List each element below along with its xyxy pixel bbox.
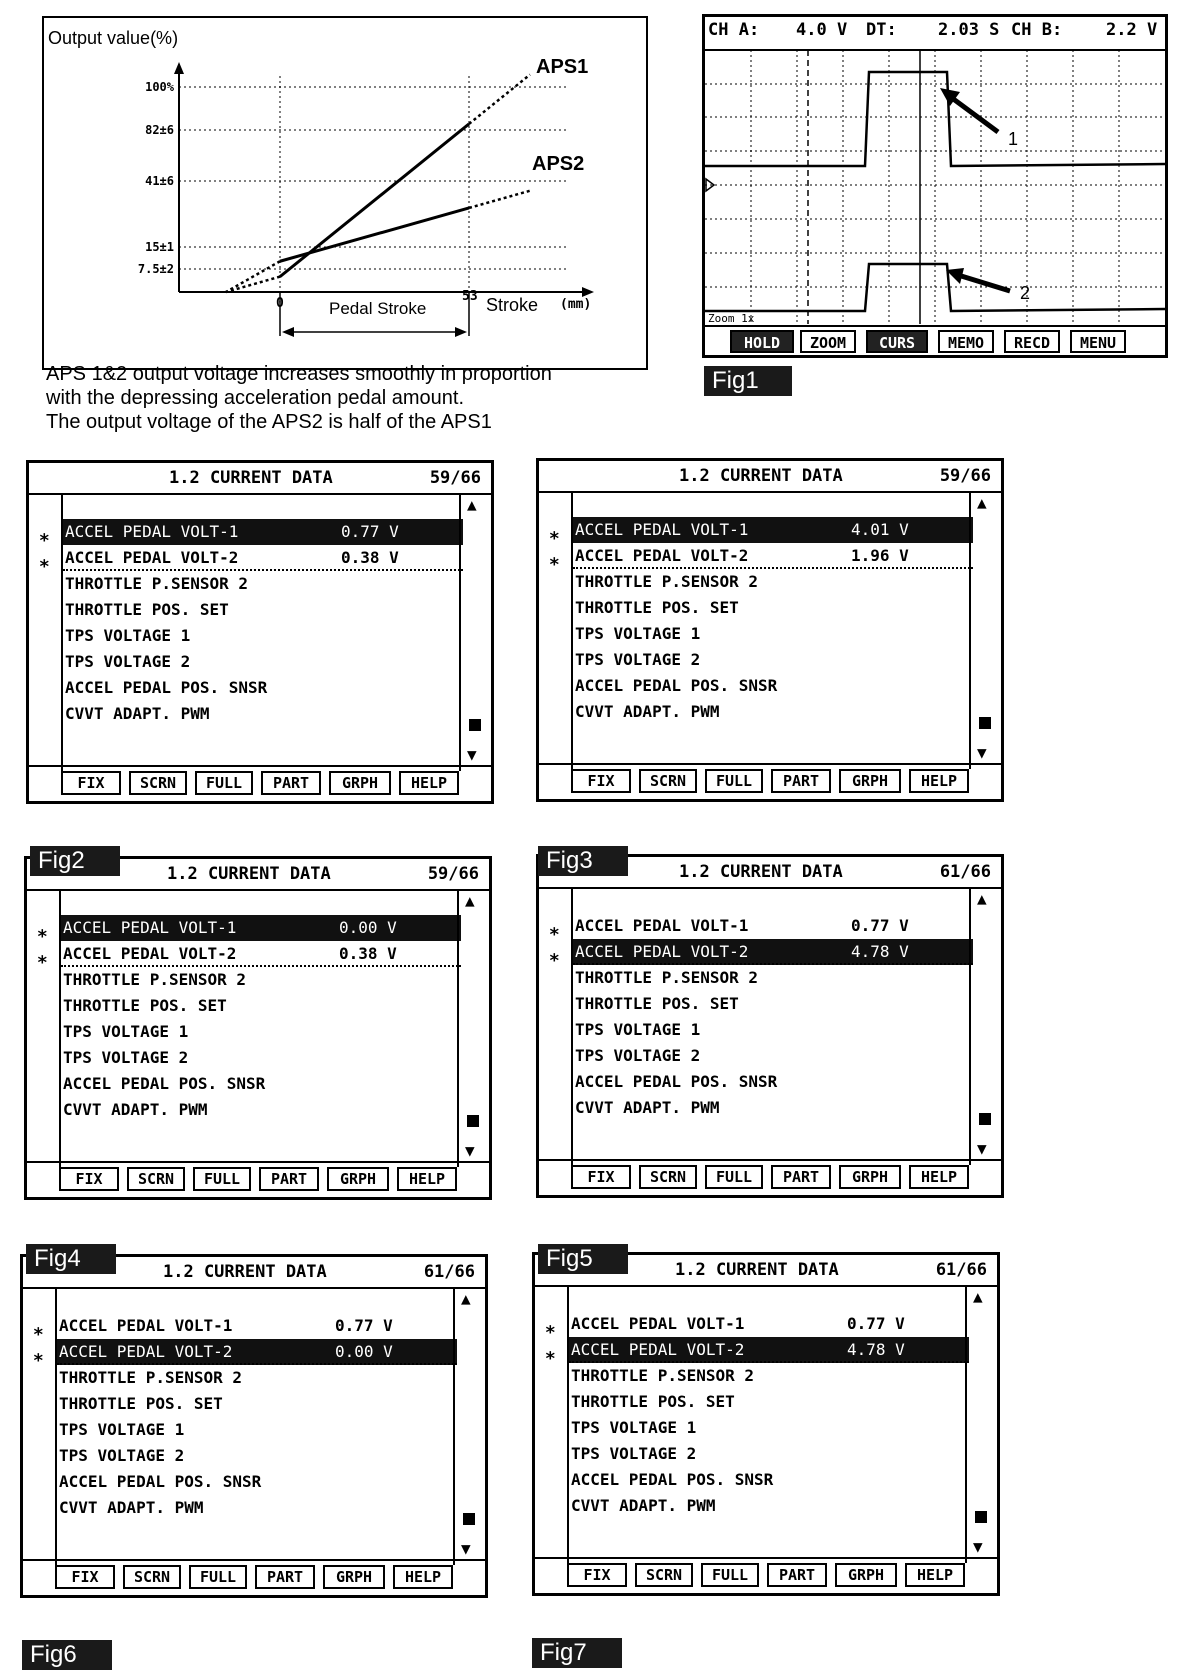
panel-page-counter: 61/66	[423, 1262, 475, 1282]
scrollbar[interactable]	[453, 1287, 485, 1565]
y-tick-82: 82±6	[145, 123, 174, 137]
data-row-label: CVVT ADAPT. PWM	[575, 1098, 720, 1117]
current-data-panel	[536, 458, 1004, 802]
data-row-value: 4.78 V	[847, 1340, 905, 1359]
fig6-label: Fig6	[22, 1640, 112, 1670]
data-row-label: CVVT ADAPT. PWM	[59, 1498, 204, 1517]
data-row-label: TPS VOLTAGE 1	[571, 1418, 697, 1437]
data-row-label: ACCEL PEDAL VOLT-2	[65, 548, 239, 567]
scrn-button[interactable]: SCRN	[639, 1165, 697, 1189]
y-tick-41: 41±6	[145, 174, 174, 188]
data-row[interactable]	[61, 1019, 461, 1045]
help-button[interactable]: HELP	[909, 1165, 969, 1189]
data-row-label: THROTTLE POS. SET	[575, 598, 739, 617]
fix-button[interactable]: FIX	[571, 1165, 631, 1189]
scroll-down-icon[interactable]: ▼	[973, 1537, 983, 1556]
panel-gutter	[27, 889, 61, 1167]
data-row-label: THROTTLE P.SENSOR 2	[571, 1366, 755, 1385]
ch-b-label: CH B:	[1011, 20, 1063, 40]
data-row[interactable]	[569, 1467, 969, 1493]
fix-mark: ∗	[39, 553, 50, 574]
data-row[interactable]	[57, 1339, 457, 1365]
panel-title: 1.2 CURRENT DATA	[675, 1260, 839, 1280]
data-row-label: TPS VOLTAGE 1	[575, 624, 701, 643]
caption-line-1: APS 1&2 output voltage increases smoothly in proportion	[46, 363, 552, 385]
part-button[interactable]: PART	[767, 1563, 827, 1587]
scroll-down-icon[interactable]: ▼	[461, 1539, 471, 1558]
grph-button[interactable]: GRPH	[323, 1565, 385, 1589]
panel-gutter	[535, 1285, 569, 1563]
panel-title: 1.2 CURRENT DATA	[679, 862, 843, 882]
data-row[interactable]	[573, 939, 973, 965]
data-row-label: THROTTLE P.SENSOR 2	[65, 574, 249, 593]
data-row[interactable]	[63, 519, 463, 545]
series-label-aps2: APS2	[532, 153, 585, 175]
fix-mark: ∗	[545, 1319, 556, 1340]
scope-header	[706, 18, 1164, 44]
part-button[interactable]: PART	[771, 1165, 831, 1189]
data-list	[573, 887, 973, 1165]
y-tick-7-5: 7.5±2	[137, 262, 174, 276]
panel-page-counter: 59/66	[427, 864, 479, 884]
data-row-label: ACCEL PEDAL POS. SNSR	[65, 678, 268, 697]
data-row[interactable]	[61, 967, 461, 993]
fix-button[interactable]: FIX	[567, 1563, 627, 1587]
data-row[interactable]	[573, 595, 973, 621]
scrn-button[interactable]: SCRN	[639, 769, 697, 793]
panel-button-bar	[539, 1159, 1001, 1195]
dt-value: 2.03 S	[938, 20, 1000, 40]
ch-a-value: 4.0 V	[796, 20, 848, 40]
data-row[interactable]	[63, 675, 463, 701]
data-row-label: ACCEL PEDAL VOLT-1	[571, 1314, 745, 1333]
panel-title: 1.2 CURRENT DATA	[163, 1262, 327, 1282]
series-extension-aps1	[469, 75, 530, 124]
data-row[interactable]	[573, 1043, 973, 1069]
help-button[interactable]: HELP	[905, 1563, 965, 1587]
data-row-label: ACCEL PEDAL POS. SNSR	[575, 1072, 778, 1091]
current-data-panel	[536, 854, 1004, 1198]
series-lead-aps1	[226, 277, 280, 292]
grph-button[interactable]: GRPH	[329, 771, 391, 795]
oscilloscope-graph	[702, 14, 1168, 358]
data-row-label: TPS VOLTAGE 1	[65, 626, 191, 645]
data-row[interactable]	[573, 1017, 973, 1043]
panel-title: 1.2 CURRENT DATA	[167, 864, 331, 884]
help-button[interactable]: HELP	[397, 1167, 457, 1191]
pedal-stroke-label: Pedal Stroke	[329, 299, 427, 318]
data-row[interactable]	[573, 1069, 973, 1095]
data-row[interactable]	[57, 1417, 457, 1443]
recd-button[interactable]: RECD	[1004, 330, 1060, 353]
fix-button[interactable]: FIX	[55, 1565, 115, 1589]
data-row[interactable]	[57, 1495, 457, 1521]
data-row-label: ACCEL PEDAL POS. SNSR	[59, 1472, 262, 1491]
data-row[interactable]	[573, 621, 973, 647]
data-row[interactable]	[573, 1095, 973, 1121]
data-row[interactable]	[63, 597, 463, 623]
fix-mark: ∗	[33, 1347, 44, 1368]
data-row-label: TPS VOLTAGE 2	[575, 1046, 701, 1065]
data-row-value: 4.01 V	[851, 520, 909, 539]
panel-gutter	[539, 491, 573, 769]
panel-page-counter: 59/66	[429, 468, 481, 488]
panel-button-bar	[23, 1559, 485, 1595]
x-tick-0: 0	[276, 296, 284, 311]
fig2-label: Fig2	[30, 846, 120, 876]
data-row[interactable]	[61, 1045, 461, 1071]
data-row-label: CVVT ADAPT. PWM	[63, 1100, 208, 1119]
caption-line-3: The output voltage of the APS2 is half of the APS1	[46, 411, 492, 433]
help-button[interactable]: HELP	[399, 771, 459, 795]
data-row-value: 4.78 V	[851, 942, 909, 961]
fix-button[interactable]: FIX	[61, 771, 121, 795]
scroll-up-icon[interactable]: ▲	[977, 493, 987, 512]
data-row-value: 0.77 V	[335, 1316, 393, 1335]
data-row-value: 0.00 V	[335, 1342, 393, 1361]
data-list	[569, 1285, 969, 1563]
full-button[interactable]: FULL	[705, 1165, 763, 1189]
panel-button-bar	[535, 1557, 997, 1593]
panel-title: 1.2 CURRENT DATA	[169, 468, 333, 488]
data-row-label: ACCEL PEDAL VOLT-1	[63, 918, 237, 937]
data-row[interactable]	[569, 1337, 969, 1363]
fix-button[interactable]: FIX	[571, 769, 631, 793]
scroll-thumb[interactable]	[975, 1511, 987, 1523]
panel-gutter	[29, 493, 63, 771]
part-button[interactable]: PART	[261, 771, 321, 795]
data-row[interactable]	[569, 1389, 969, 1415]
scrn-button[interactable]: SCRN	[129, 771, 187, 795]
data-row-label: CVVT ADAPT. PWM	[65, 704, 210, 723]
data-row[interactable]	[57, 1391, 457, 1417]
scrn-button[interactable]: SCRN	[127, 1167, 185, 1191]
data-row-label: CVVT ADAPT. PWM	[575, 702, 720, 721]
hold-button[interactable]: HOLD	[730, 330, 794, 353]
scroll-up-icon[interactable]: ▲	[461, 1289, 471, 1308]
data-row[interactable]	[63, 571, 463, 597]
zoom-text: Zoom 1x	[708, 312, 755, 325]
scrollbar[interactable]	[969, 887, 1001, 1165]
grph-button[interactable]: GRPH	[839, 1165, 901, 1189]
data-row-value: 0.38 V	[339, 944, 397, 963]
data-row-label: CVVT ADAPT. PWM	[571, 1496, 716, 1515]
data-row-label: TPS VOLTAGE 2	[575, 650, 701, 669]
aps-lines	[226, 75, 530, 292]
data-row-value: 0.38 V	[341, 548, 399, 567]
fig1-label: Fig1	[704, 366, 792, 396]
data-row-label: ACCEL PEDAL POS. SNSR	[571, 1470, 774, 1489]
scroll-down-icon[interactable]: ▼	[977, 743, 987, 762]
y-tick-15: 15±1	[145, 240, 174, 254]
data-row[interactable]	[569, 1493, 969, 1519]
data-row-label: ACCEL PEDAL VOLT-2	[571, 1340, 745, 1359]
data-row[interactable]	[573, 647, 973, 673]
data-row-label: THROTTLE POS. SET	[571, 1392, 735, 1411]
menu-button[interactable]: MENU	[1070, 330, 1126, 353]
data-list	[57, 1287, 457, 1565]
data-row[interactable]	[57, 1469, 457, 1495]
scroll-thumb[interactable]	[979, 717, 991, 729]
data-row-label: THROTTLE POS. SET	[59, 1394, 223, 1413]
data-row-label: TPS VOLTAGE 2	[65, 652, 191, 671]
data-row[interactable]	[573, 543, 973, 569]
fig5-label: Fig5	[538, 1244, 628, 1274]
data-row-label: THROTTLE POS. SET	[63, 996, 227, 1015]
fix-mark: ∗	[37, 923, 48, 944]
panel-button-bar	[539, 763, 1001, 799]
data-row[interactable]	[569, 1415, 969, 1441]
data-row[interactable]	[573, 673, 973, 699]
data-row-label: ACCEL PEDAL VOLT-1	[575, 916, 749, 935]
data-row-label: ACCEL PEDAL VOLT-1	[575, 520, 749, 539]
fig7-label: Fig7	[532, 1638, 622, 1668]
scrollbar[interactable]	[457, 889, 489, 1167]
scroll-down-icon[interactable]: ▼	[465, 1141, 475, 1160]
data-row[interactable]	[573, 913, 973, 939]
fix-mark: ∗	[549, 551, 560, 572]
x-unit: (mm)	[560, 297, 592, 312]
data-row-label: TPS VOLTAGE 1	[59, 1420, 185, 1439]
part-button[interactable]: PART	[259, 1167, 319, 1191]
fix-mark: ∗	[37, 949, 48, 970]
series-lead-aps2	[226, 261, 280, 292]
part-button[interactable]: PART	[255, 1565, 315, 1589]
scrollbar[interactable]	[965, 1285, 997, 1563]
data-row[interactable]	[573, 569, 973, 595]
fix-mark: ∗	[545, 1345, 556, 1366]
data-row-label: THROTTLE POS. SET	[575, 994, 739, 1013]
data-row-label: THROTTLE P.SENSOR 2	[575, 968, 759, 987]
data-row[interactable]	[57, 1313, 457, 1339]
fix-button[interactable]: FIX	[59, 1167, 119, 1191]
data-row[interactable]	[569, 1441, 969, 1467]
fix-mark: ∗	[549, 525, 560, 546]
data-row-label: ACCEL PEDAL VOLT-2	[59, 1342, 233, 1361]
data-row[interactable]	[61, 915, 461, 941]
x-tick-53: 53	[462, 289, 478, 304]
series-line-aps2	[280, 208, 469, 261]
dt-label: DT:	[866, 20, 897, 40]
panel-title-bar	[29, 463, 491, 495]
data-row-value: 0.77 V	[847, 1314, 905, 1333]
scroll-up-icon[interactable]: ▲	[977, 889, 987, 908]
help-button[interactable]: HELP	[909, 769, 969, 793]
data-row[interactable]	[61, 993, 461, 1019]
data-row[interactable]	[573, 965, 973, 991]
scrollbar[interactable]	[969, 491, 1001, 769]
data-row[interactable]	[61, 1071, 461, 1097]
zoom-button[interactable]: ZOOM	[800, 330, 856, 353]
data-row-value: 1.96 V	[851, 546, 909, 565]
marker-1: 1	[1008, 129, 1019, 149]
data-row-label: TPS VOLTAGE 2	[571, 1444, 697, 1463]
scroll-up-icon[interactable]: ▲	[465, 891, 475, 910]
data-row[interactable]	[61, 1097, 461, 1123]
data-row-value: 0.77 V	[341, 522, 399, 541]
full-button[interactable]: FULL	[193, 1167, 251, 1191]
scrollbar[interactable]	[459, 493, 491, 771]
fix-mark: ∗	[549, 947, 560, 968]
full-button[interactable]: FULL	[701, 1563, 759, 1587]
caption-line-2: with the depressing acceleration pedal amount.	[46, 387, 465, 409]
full-button[interactable]: FULL	[189, 1565, 247, 1589]
fig3-label: Fig3	[538, 846, 628, 876]
x-axis-title: Stroke	[486, 295, 539, 315]
data-row-label: THROTTLE P.SENSOR 2	[59, 1368, 243, 1387]
data-row-value: 0.77 V	[851, 916, 909, 935]
data-row[interactable]	[63, 623, 463, 649]
fix-mark: ∗	[33, 1321, 44, 1342]
data-row[interactable]	[61, 941, 461, 967]
panel-page-counter: 59/66	[939, 466, 991, 486]
data-row-label: TPS VOLTAGE 2	[59, 1446, 185, 1465]
scroll-down-icon[interactable]: ▼	[467, 745, 477, 764]
series-label-aps1: APS1	[536, 56, 589, 78]
marker-2: 2	[1020, 283, 1031, 303]
panel-button-bar	[27, 1161, 489, 1197]
data-row-value: 0.00 V	[339, 918, 397, 937]
y-axis-title: Output value(%)	[48, 28, 179, 48]
ch-b-value: 2.2 V	[1106, 20, 1158, 40]
data-row[interactable]	[573, 699, 973, 725]
data-row[interactable]	[63, 701, 463, 727]
ch-a-label: CH A:	[708, 20, 760, 40]
data-row-label: ACCEL PEDAL POS. SNSR	[63, 1074, 266, 1093]
panel-gutter	[23, 1287, 57, 1565]
scroll-up-icon[interactable]: ▲	[467, 495, 477, 514]
fix-mark: ∗	[39, 527, 50, 548]
grph-button[interactable]: GRPH	[839, 769, 901, 793]
panel-title-bar	[539, 461, 1001, 493]
data-row-label: ACCEL PEDAL VOLT-2	[575, 942, 749, 961]
data-row-label: TPS VOLTAGE 2	[63, 1048, 189, 1067]
panel-gutter	[539, 887, 573, 1165]
y-tick-100: 100%	[145, 80, 174, 94]
data-row-label: TPS VOLTAGE 1	[575, 1020, 701, 1039]
scroll-down-icon[interactable]: ▼	[977, 1139, 987, 1158]
data-list	[63, 493, 463, 771]
data-list	[61, 889, 461, 1167]
data-row-label: ACCEL PEDAL VOLT-1	[59, 1316, 233, 1335]
scroll-thumb[interactable]	[979, 1113, 991, 1125]
fig4-label: Fig4	[26, 1244, 116, 1274]
data-row[interactable]	[57, 1443, 457, 1469]
scrn-button[interactable]: SCRN	[123, 1565, 181, 1589]
current-data-panel	[24, 856, 492, 1200]
data-row-label: ACCEL PEDAL VOLT-1	[65, 522, 239, 541]
current-data-panel	[20, 1254, 488, 1598]
data-row[interactable]	[573, 991, 973, 1017]
curs-button[interactable]: CURS	[866, 330, 928, 353]
panel-page-counter: 61/66	[935, 1260, 987, 1280]
panel-button-bar	[29, 765, 491, 801]
data-row[interactable]	[569, 1363, 969, 1389]
grph-button[interactable]: GRPH	[835, 1563, 897, 1587]
data-row[interactable]	[57, 1365, 457, 1391]
data-list	[573, 491, 973, 769]
scroll-thumb[interactable]	[467, 1115, 479, 1127]
data-row-label: ACCEL PEDAL POS. SNSR	[575, 676, 778, 695]
scrn-button[interactable]: SCRN	[635, 1563, 693, 1587]
series-extension-aps2	[469, 191, 530, 208]
data-row-label: THROTTLE P.SENSOR 2	[63, 970, 247, 989]
data-row[interactable]	[63, 649, 463, 675]
grph-button[interactable]: GRPH	[327, 1167, 389, 1191]
data-row-label: THROTTLE P.SENSOR 2	[575, 572, 759, 591]
help-button[interactable]: HELP	[393, 1565, 453, 1589]
scroll-thumb[interactable]	[469, 719, 481, 731]
memo-button[interactable]: MEMO	[938, 330, 994, 353]
data-row-label: TPS VOLTAGE 1	[63, 1022, 189, 1041]
data-row-label: ACCEL PEDAL VOLT-2	[63, 944, 237, 963]
data-row[interactable]	[573, 517, 973, 543]
panel-title: 1.2 CURRENT DATA	[679, 466, 843, 486]
current-data-panel	[532, 1252, 1000, 1596]
scroll-up-icon[interactable]: ▲	[973, 1287, 983, 1306]
fix-mark: ∗	[549, 921, 560, 942]
data-row-label: THROTTLE POS. SET	[65, 600, 229, 619]
data-row[interactable]	[63, 545, 463, 571]
data-row-label: ACCEL PEDAL VOLT-2	[575, 546, 749, 565]
part-button[interactable]: PART	[771, 769, 831, 793]
current-data-panel	[26, 460, 494, 804]
panel-page-counter: 61/66	[939, 862, 991, 882]
aps-chart	[42, 16, 648, 370]
full-button[interactable]: FULL	[195, 771, 253, 795]
data-row[interactable]	[569, 1311, 969, 1337]
full-button[interactable]: FULL	[705, 769, 763, 793]
scroll-thumb[interactable]	[463, 1513, 475, 1525]
